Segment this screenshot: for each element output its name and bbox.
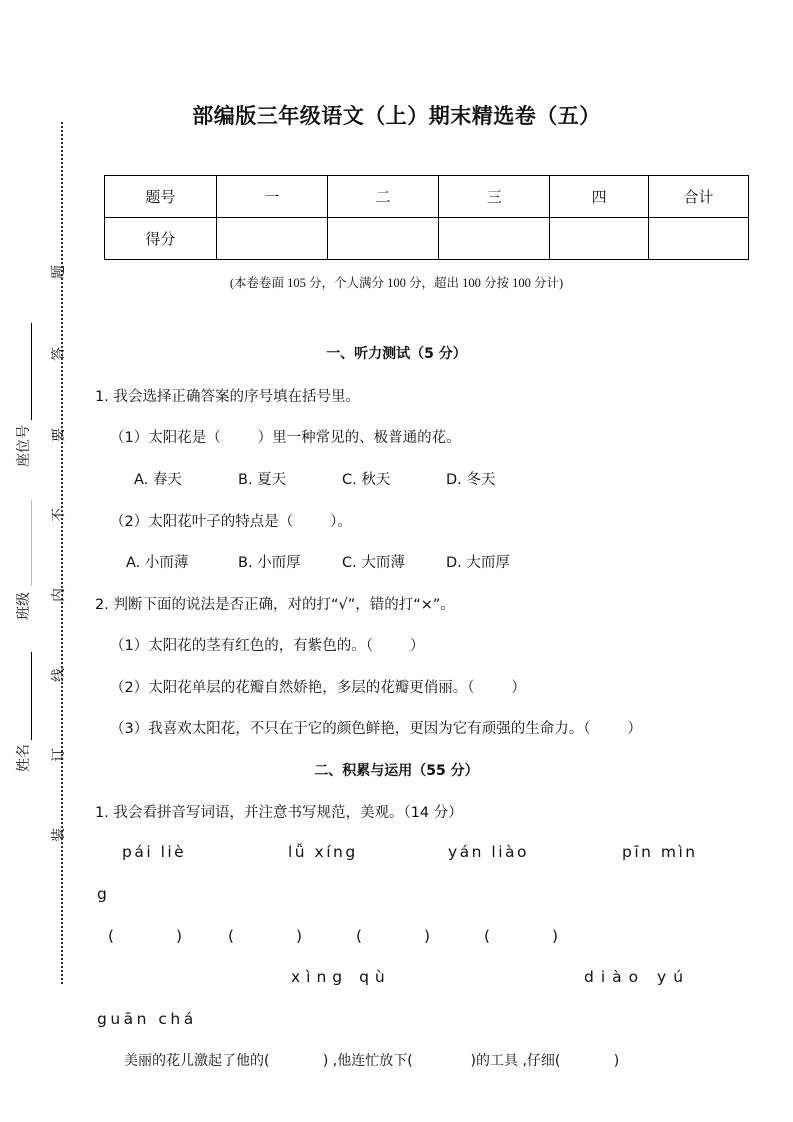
question-1-1-sub2: （2）太阳花叶子的特点是（ ）。 <box>110 514 352 530</box>
score-cell[interactable] <box>216 218 327 260</box>
option-a[interactable]: A. 小而薄 <box>126 555 189 571</box>
score-cell[interactable] <box>649 218 749 260</box>
binding-guide-char: 答 <box>51 347 67 361</box>
option-c[interactable]: C. 大而薄 <box>342 555 405 571</box>
pinyin-word: diào yú <box>584 968 691 986</box>
question-1-2: 2. 判断下面的说法是否正确，对的打“√”，错的打“×”。 <box>95 597 455 613</box>
binding-guide-char: 订 <box>51 748 67 762</box>
binding-guide-char: 线 <box>51 668 67 682</box>
score-cell[interactable] <box>327 218 439 260</box>
question-1-1-sub1: （1）太阳花是（ ）里一种常见的、极普通的花。 <box>110 430 461 446</box>
pinyin-word-wrap: g <box>97 885 110 903</box>
seat-number-underline[interactable] <box>31 323 32 420</box>
score-table-score-row <box>105 218 749 260</box>
header-cell: 二 <box>327 176 439 218</box>
name-label: 姓名 <box>16 744 32 772</box>
option-d[interactable]: D. 冬天 <box>446 472 496 488</box>
header-cell: 三 <box>439 176 550 218</box>
header-cell: 题号 <box>105 176 217 218</box>
fill-sentence: 美丽的花儿激起了他的( ) ,他连忙放下( )的工具 ,仔细( ) <box>124 1053 620 1069</box>
binding-guide-char: 内 <box>51 588 67 602</box>
pinyin-word: xìng qù <box>291 968 391 986</box>
answer-blank[interactable]: ( ) <box>356 927 433 945</box>
header-cell: 四 <box>550 176 649 218</box>
score-table-header-row <box>105 176 749 218</box>
answer-blank[interactable]: ( ) <box>484 927 561 945</box>
score-cell[interactable] <box>439 218 550 260</box>
pinyin-word: pái liè <box>122 843 187 861</box>
question-1-1: 1. 我会选择正确答案的序号填在括号里。 <box>95 389 360 405</box>
score-cell[interactable] <box>550 218 649 260</box>
section-2-heading: 二、积累与运用（55 分） <box>314 763 479 779</box>
answer-blank[interactable]: ( ) <box>228 927 305 945</box>
page-title: 部编版三年级语文（上）期末精选卷（五） <box>192 104 601 128</box>
class-underline[interactable] <box>31 500 32 586</box>
binding-dotted-line <box>61 122 63 984</box>
judgement-item: （2）太阳花单层的花瓣自然娇艳，多层的花瓣更俏丽。（ ） <box>110 680 526 696</box>
seat-number-label: 座位号 <box>16 425 32 467</box>
binding-guide-char: 装 <box>51 828 67 842</box>
binding-guide-char: 要 <box>51 428 67 442</box>
judgement-item: （3）我喜欢太阳花，不只在于它的颜色鲜艳，更因为它有顽强的生命力。（ ） <box>110 721 642 737</box>
option-b[interactable]: B. 小而厚 <box>238 555 301 571</box>
option-b[interactable]: B. 夏天 <box>238 472 287 488</box>
name-underline[interactable] <box>31 652 32 740</box>
row-label-cell: 得分 <box>105 218 217 260</box>
pinyin-word: guān chá <box>97 1010 197 1028</box>
binding-guide-char: 不 <box>51 508 67 522</box>
pinyin-word: yán liào <box>448 843 530 861</box>
option-a[interactable]: A. 春天 <box>134 472 182 488</box>
binding-guide-char: 题 <box>51 265 67 279</box>
header-cell: 合计 <box>649 176 749 218</box>
score-note: (本卷卷面 105 分，个人满分 100 分，超出 100 分按 100 分计) <box>229 276 564 290</box>
option-c[interactable]: C. 秋天 <box>342 472 391 488</box>
header-cell: 一 <box>216 176 327 218</box>
answer-blank[interactable]: ( ) <box>108 927 185 945</box>
pinyin-word: pīn mìn <box>622 843 698 861</box>
section-1-heading: 一、听力测试（5 分） <box>326 346 467 362</box>
question-2-1: 1. 我会看拼音写词语，并注意书写规范，美观。（14 分） <box>95 805 463 821</box>
class-label: 班级 <box>16 592 32 620</box>
pinyin-word: lǚ xíng <box>288 843 358 861</box>
judgement-item: （1）太阳花的茎有红色的，有紫色的。（ ） <box>110 638 425 654</box>
option-d[interactable]: D. 大而厚 <box>446 555 510 571</box>
score-table <box>104 175 749 260</box>
